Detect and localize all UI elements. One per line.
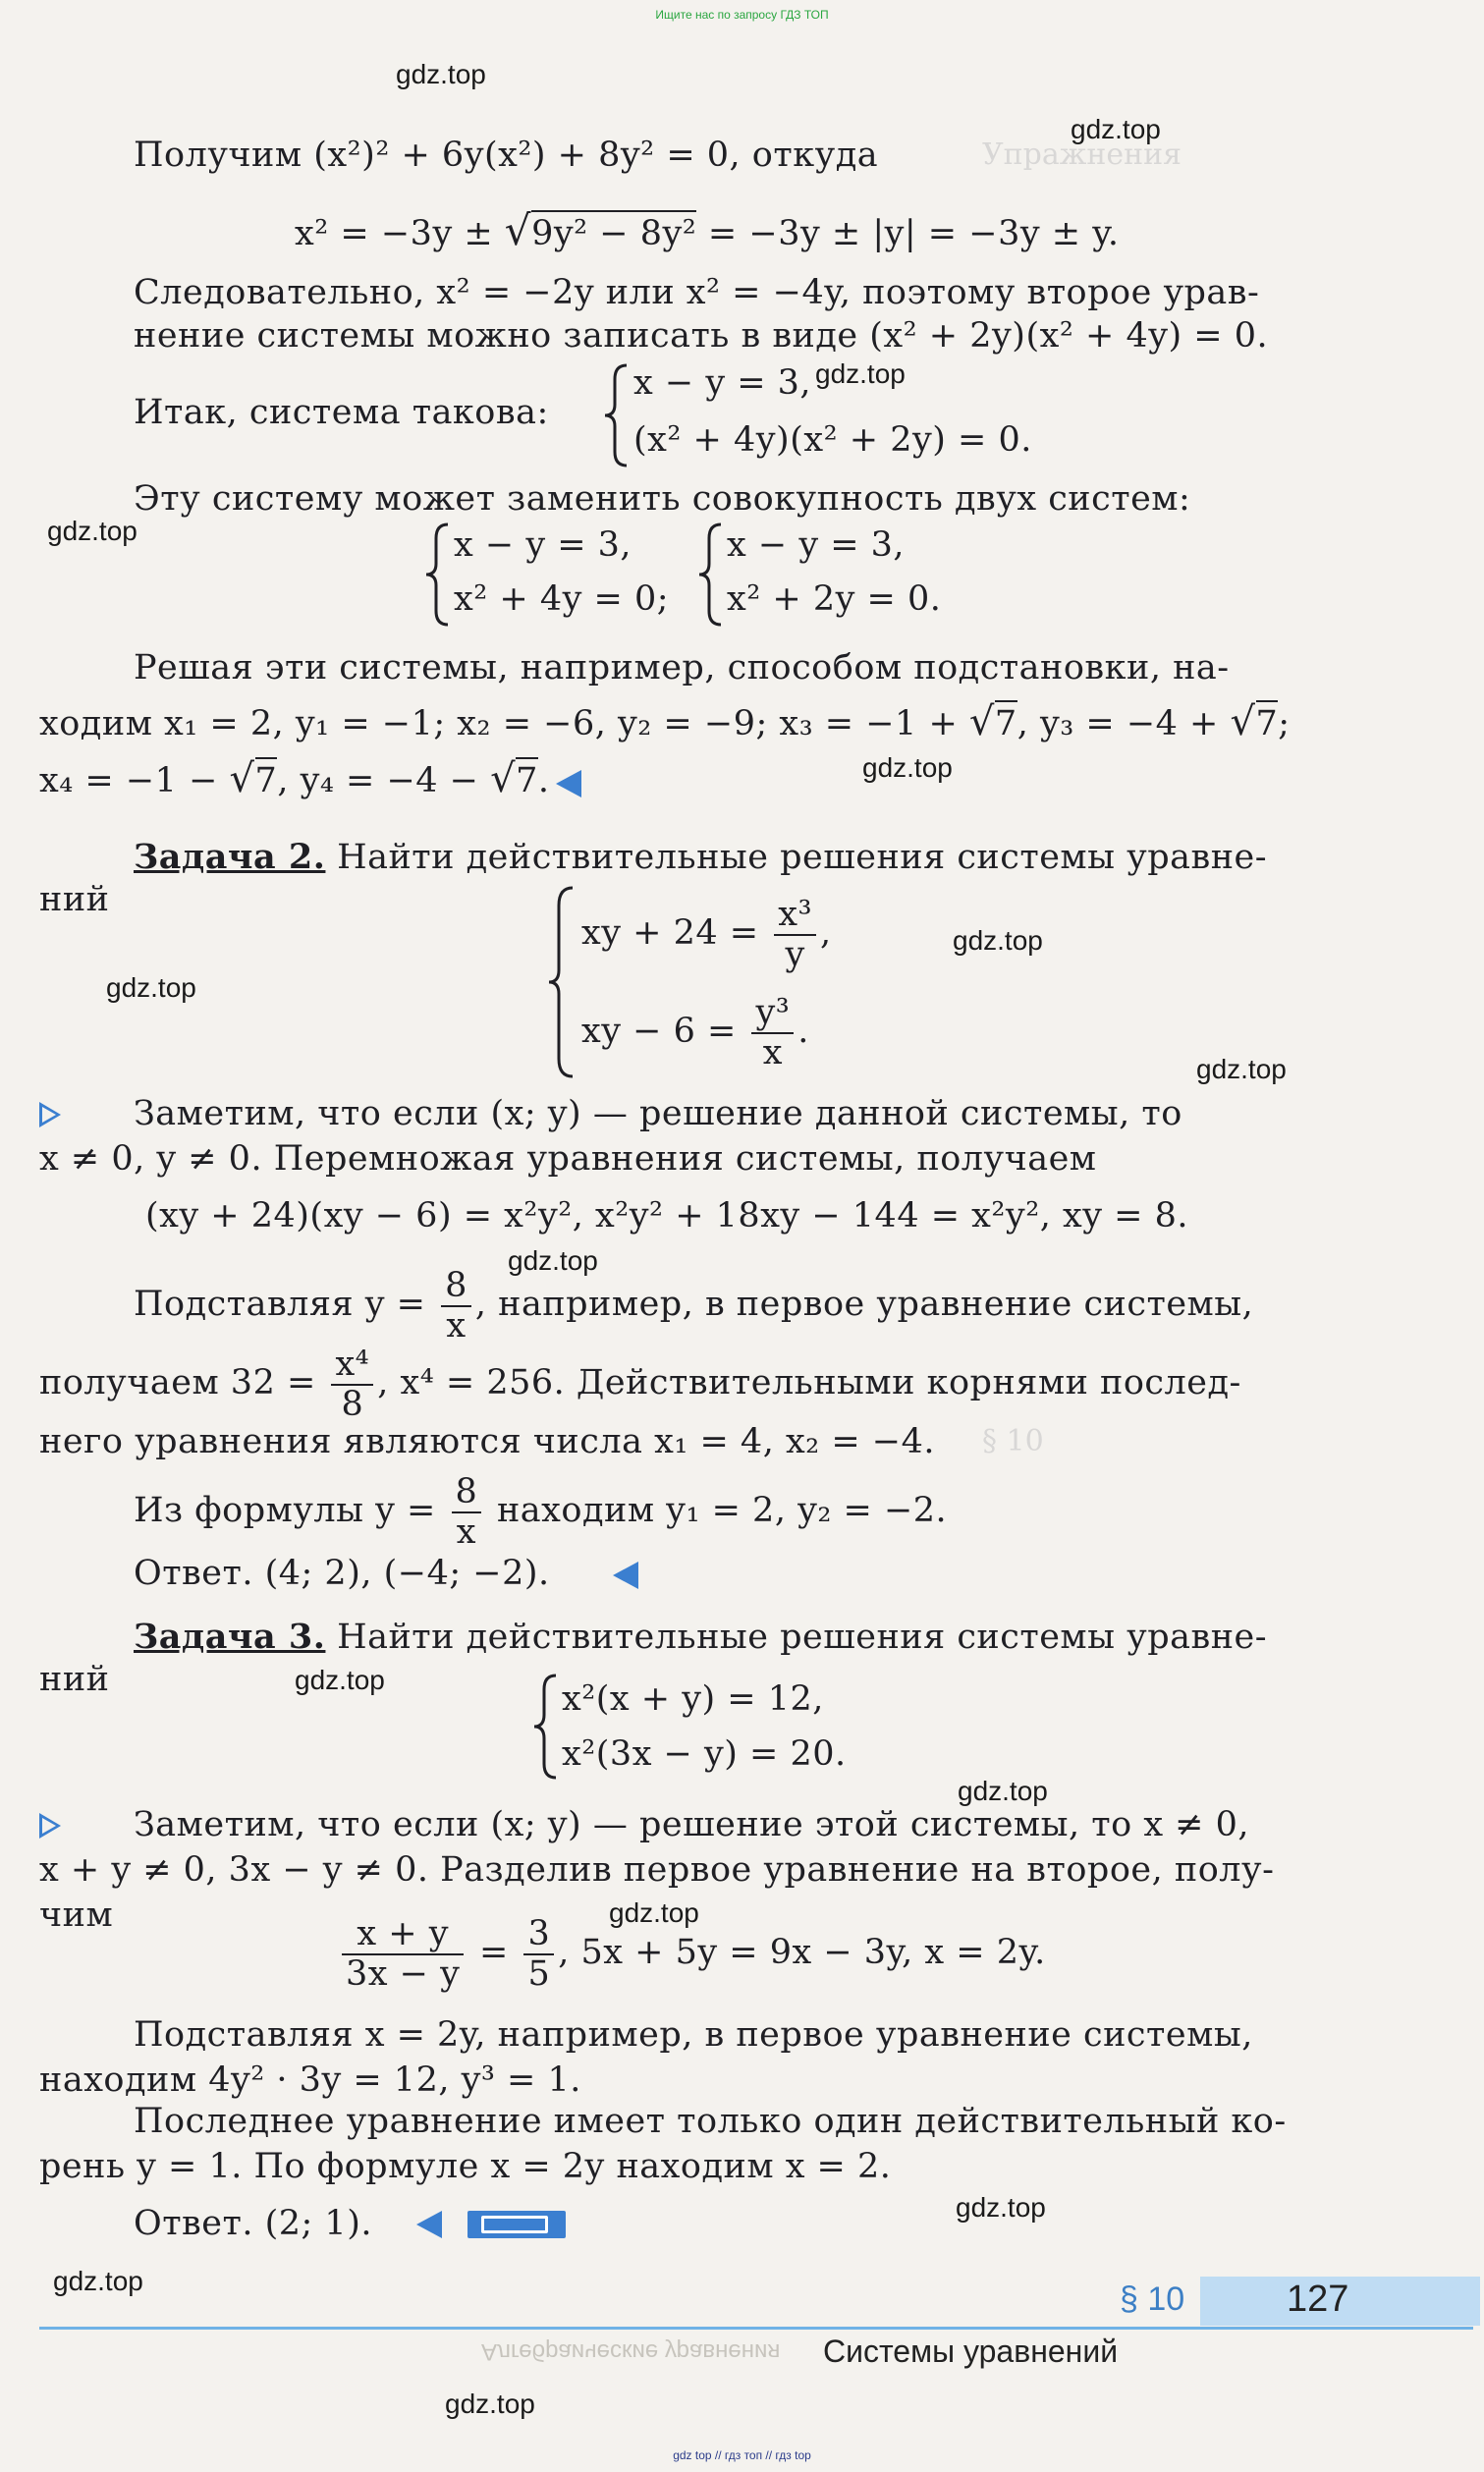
system-equation [581,994,809,1071]
watermark: gdz.top [862,752,953,783]
denominator: y [785,934,805,974]
task-heading [134,837,1267,877]
sqrt-sign: √ [504,206,532,254]
formula-part: находим y₁ = 2, y₂ = −2. [496,1491,948,1530]
sqrt-radicand: 7 [995,700,1017,743]
system-brace [695,521,725,629]
formula-part: . [537,761,550,800]
system-brace [601,361,631,469]
text-line: Следовательно, x² = −2y или x² = −4y, поэтому второе урав- [134,273,1260,312]
system-equation: x² + 4y = 0; [454,579,670,619]
fraction [342,1915,464,1993]
numerator: 3 [523,1915,554,1955]
text-line: рень y = 1. По формуле x = 2y находим x = 2. [39,2147,892,2186]
task-text: Найти действительные решения системы уравне- [325,1618,1268,1657]
denominator: 3x − y [346,1953,461,1994]
text-line: Итак, система такова: [134,393,549,432]
watermark: gdz.top [1196,1054,1287,1084]
system-equation: x²(3x − y) = 20. [562,1734,847,1774]
watermark: gdz.top [956,2192,1046,2223]
numerator: x⁴ [331,1346,373,1386]
bleed-through-footer: Алгебраические уравнения [481,2338,781,2365]
text-line: Последнее уравнение имеет только один действительный ко- [134,2102,1287,2141]
watermark: gdz.top [958,1776,1048,1806]
top-banner[interactable]: Ищите нас по запросу ГДЗ ТОП [655,8,829,22]
sqrt-sign: √ [490,756,517,801]
system-equation: (x² + 4y)(x² + 2y) = 0. [633,420,1032,460]
formula-line [134,1267,1253,1345]
system-equation: x² + 2y = 0. [727,579,942,619]
formula-line [338,1915,1046,1993]
answer-line: Ответ. (4; 2), (−4; −2). [134,1554,550,1593]
fraction [774,896,816,973]
numerator: 8 [441,1267,471,1307]
formula-part: , y₃ = −4 + [1017,704,1231,743]
text-line: чим [39,1895,114,1935]
system-equation: x − y = 3, [633,363,812,403]
fraction [441,1267,471,1345]
system-equation: x − y = 3, [454,525,632,565]
system-brace [530,1672,560,1782]
text-line: Заметим, что если (x; y) — решение этой системы, то x ≠ 0, [134,1805,1250,1844]
text-line: ний [39,1660,110,1699]
formula-part: x₄ = −1 − [39,761,230,800]
denominator: 8 [341,1384,364,1424]
text-line: Заметим, что если (x; y) — решение данной системы, то [134,1094,1182,1133]
watermark: gdz.top [47,516,137,546]
text-line: ний [39,880,110,919]
text-line: Получим (x²)² + 6y(x²) + 8y² = 0, откуда [134,136,879,175]
end-of-solution-marker [416,2211,442,2238]
equation-left: xy − 6 = [581,1012,737,1051]
numerator: y³ [751,994,794,1034]
watermark: gdz.top [445,2389,535,2419]
watermark: gdz.top [396,59,486,89]
fraction [523,1915,554,1993]
formula-part: ходим x₁ = 2, y₁ = −1; x₂ = −6, y₂ = −9; x₃ = −1 + [39,704,969,743]
formula-part: , например, в первое уравнение системы, [474,1285,1254,1324]
formula-part: Из формулы y = [134,1491,436,1530]
formula-line [39,1346,1241,1423]
sqrt-sign: √ [1230,699,1256,744]
formula-line: (xy + 24)(xy − 6) = x²y², x²y² + 18xy − 144 = x²y², xy = 8. [145,1196,1188,1236]
watermark: gdz.top [609,1897,699,1928]
section-number: § 10 [1120,2280,1185,2318]
watermark: gdz.top [953,925,1043,956]
answer-line: Ответ. (2; 1). [134,2204,372,2243]
solution-start-marker [39,1813,61,1839]
formula-line [134,1473,947,1551]
system-equation [581,896,832,973]
sqrt-sign: √ [229,756,255,801]
denominator: x [762,1032,783,1072]
sqrt-radicand: 7 [255,757,278,800]
footer-divider [39,2327,1473,2330]
fraction [331,1346,373,1423]
text-line: Подставляя x = 2y, например, в первое уравнение системы, [134,2015,1253,2055]
bleed-through: Упражнения [982,137,1182,172]
watermark: gdz.top [53,2266,143,2296]
formula-part: = −3y ± |y| = −3y ± y. [696,214,1120,253]
formula-part: получаем 32 = [39,1363,316,1402]
text-line: x + y ≠ 0, 3x − y ≠ 0. Разделив первое уравнение на второе, полу- [39,1850,1275,1890]
watermark: gdz.top [815,358,906,389]
formula-part: , 5x + 5y = 9x − 3y, x = 2y. [558,1933,1046,1972]
formula-line [39,699,1291,744]
text-line: x ≠ 0, y ≠ 0. Перемножая уравнения системы, получаем [39,1139,1097,1179]
system-brace [545,884,577,1080]
punctuation: , [820,913,832,953]
page-number: 127 [1287,2279,1349,2320]
fraction [452,1473,482,1551]
formula-part: , x⁴ = 256. Действительными корнями послед- [377,1363,1241,1402]
sqrt-radicand: 7 [516,757,538,800]
text-line: нение системы можно записать в виде (x² + 2y)(x² + 4y) = 0. [134,316,1269,356]
task-label: Задача 2. [134,837,326,877]
sqrt-radicand: 9y² − 8y² [531,210,696,253]
sqrt-radicand: 7 [1256,700,1279,743]
watermark: gdz.top [508,1245,598,1276]
numerator: x + y [342,1915,464,1955]
formula-part: Подставляя y = [134,1285,426,1324]
watermark: gdz.top [295,1665,385,1695]
denominator: 5 [527,1953,551,1994]
formula-part: x² = −3y ± [295,214,505,253]
numerator: x³ [774,896,816,936]
watermark: gdz.top [106,972,196,1003]
system-brace [422,521,452,629]
system-equation: x − y = 3, [727,525,906,565]
formula-part: ; [1278,704,1291,743]
end-of-solution-marker [556,770,581,797]
bottom-banner[interactable]: gdz top // гдз топ // гдз top [673,2448,811,2462]
denominator: x [446,1305,467,1346]
text-line: находим 4y² · 3y = 12, y³ = 1. [39,2060,581,2100]
end-of-solution-marker [613,1562,638,1589]
punctuation: . [797,1012,809,1051]
system-equation: x²(x + y) = 12, [562,1679,824,1719]
equals-sign: = [479,1933,509,1972]
task-text: Найти действительные решения системы уравне- [325,838,1268,877]
sqrt-sign: √ [968,699,995,744]
text-line: Решая эти системы, например, способом подстановки, на- [134,648,1230,687]
task-label: Задача 3. [134,1617,326,1657]
equation-left: xy + 24 = [581,913,759,953]
next-arrow-icon [467,2211,566,2238]
formula-line [39,756,550,801]
numerator: 8 [452,1473,482,1513]
text-line: Эту систему может заменить совокупность двух систем: [134,479,1191,519]
solution-start-marker [39,1102,61,1127]
watermark: gdz.top [1071,114,1161,144]
formula-line [295,206,1119,254]
bleed-through: § 10 [982,1424,1044,1458]
text-line: него уравнения являются числа x₁ = 4, x₂ = −4. [39,1422,936,1461]
fraction [751,994,794,1071]
task-heading [134,1617,1267,1657]
formula-part: , y₄ = −4 − [277,761,491,800]
chapter-title: Системы уравнений [823,2334,1119,2369]
denominator: x [456,1511,477,1552]
